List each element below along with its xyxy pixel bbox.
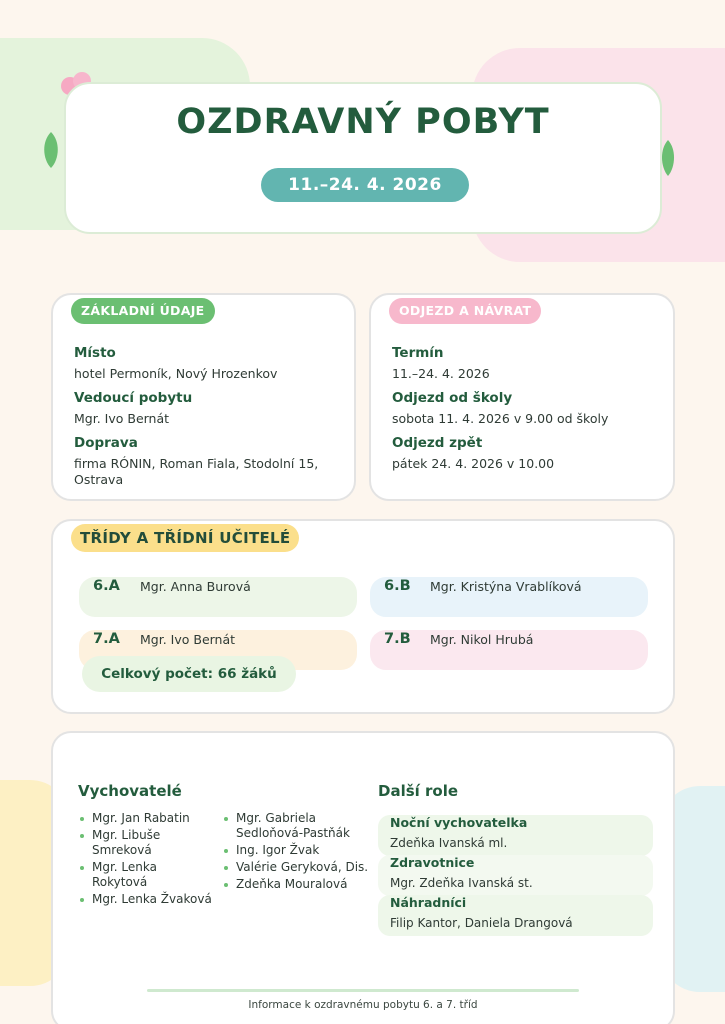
role-title: Noční vychovatelka xyxy=(390,815,528,830)
leader-value: Mgr. Ivo Bernát xyxy=(74,411,170,426)
header-card xyxy=(64,82,662,234)
role-title: Zdravotnice xyxy=(390,855,475,870)
page-title: OZDRAVNÝ POBYT xyxy=(176,102,550,142)
return-value: pátek 24. 4. 2026 v 10.00 xyxy=(392,456,555,471)
role-person: Filip Kantor, Daniela Drangová xyxy=(390,916,573,930)
educators-heading: Vychovatelé xyxy=(78,782,182,800)
classes-badge: TŘÍDY A TŘÍDNÍ UČITELÉ xyxy=(71,524,299,552)
class-code: 7.B xyxy=(384,631,411,647)
leaf-icon xyxy=(660,140,676,176)
class-code: 6.A xyxy=(93,578,120,594)
class-teacher: Mgr. Kristýna Vrablíková xyxy=(430,579,582,594)
role-person: Mgr. Zdeňka Ivanská st. xyxy=(390,876,533,890)
basic-info-badge: ZÁKLADNÍ ÚDAJE xyxy=(71,298,215,324)
place-label: Místo xyxy=(74,345,116,361)
transport-label: Doprava xyxy=(74,435,138,451)
list-item: Zdeňka Mouralová xyxy=(222,877,378,892)
roles-heading: Další role xyxy=(378,782,459,800)
list-item: Mgr. Lenka Rokytová xyxy=(78,860,216,890)
class-teacher: Mgr. Nikol Hrubá xyxy=(430,632,534,647)
role-title: Náhradníci xyxy=(390,895,467,910)
role-person: Zdeňka Ivanská ml. xyxy=(390,836,508,850)
class-row-6b xyxy=(370,577,648,617)
list-item: Valérie Geryková, Dis. xyxy=(222,860,378,875)
educators-list-2 xyxy=(222,811,378,894)
term-value: 11.–24. 4. 2026 xyxy=(392,366,490,381)
trip-info-card xyxy=(369,293,675,501)
departure-value: sobota 11. 4. 2026 v 9.00 od školy xyxy=(392,411,609,426)
place-value: hotel Permoník, Nový Hrozenkov xyxy=(74,366,278,381)
role-nurse xyxy=(378,855,653,896)
classes-card xyxy=(51,519,675,714)
class-teacher: Mgr. Ivo Bernát xyxy=(140,632,236,647)
transport-value: firma RÓNIN, Roman Fiala, Stodolní 15, Ostrava xyxy=(74,456,319,487)
list-item: Mgr. Libuše Smreková xyxy=(78,828,216,858)
role-night-educator xyxy=(378,815,653,856)
list-item: Ing. Igor Žvak xyxy=(222,843,378,858)
total-students-badge: Celkový počet: 66 žáků xyxy=(82,656,296,692)
return-label: Odjezd zpět xyxy=(392,435,483,451)
class-teacher: Mgr. Anna Burová xyxy=(140,579,251,594)
class-row-7b xyxy=(370,630,648,670)
basic-info-card xyxy=(51,293,356,501)
educators-list xyxy=(78,811,216,909)
leaf-icon xyxy=(42,132,60,168)
term-label: Termín xyxy=(392,345,444,361)
departure-label: Odjezd od školy xyxy=(392,390,513,406)
leader-label: Vedoucí pobytu xyxy=(74,390,193,406)
role-substitutes xyxy=(378,895,653,936)
list-item: Mgr. Lenka Žvaková xyxy=(78,892,216,907)
footer-text: Informace k ozdravnému pobytu 6. a 7. tříd xyxy=(248,999,478,1011)
list-item: Mgr. Jan Rabatin xyxy=(78,811,216,826)
class-code: 7.A xyxy=(93,631,120,647)
footer-divider xyxy=(147,989,579,992)
trip-info-badge: ODJEZD A NÁVRAT xyxy=(389,298,541,324)
class-code: 6.B xyxy=(384,578,411,594)
list-item: Mgr. Gabriela Sedloňová-Pastňák xyxy=(222,811,378,841)
class-row-6a xyxy=(79,577,357,617)
staff-card xyxy=(51,731,675,1024)
date-badge: 11.–24. 4. 2026 xyxy=(261,168,469,202)
